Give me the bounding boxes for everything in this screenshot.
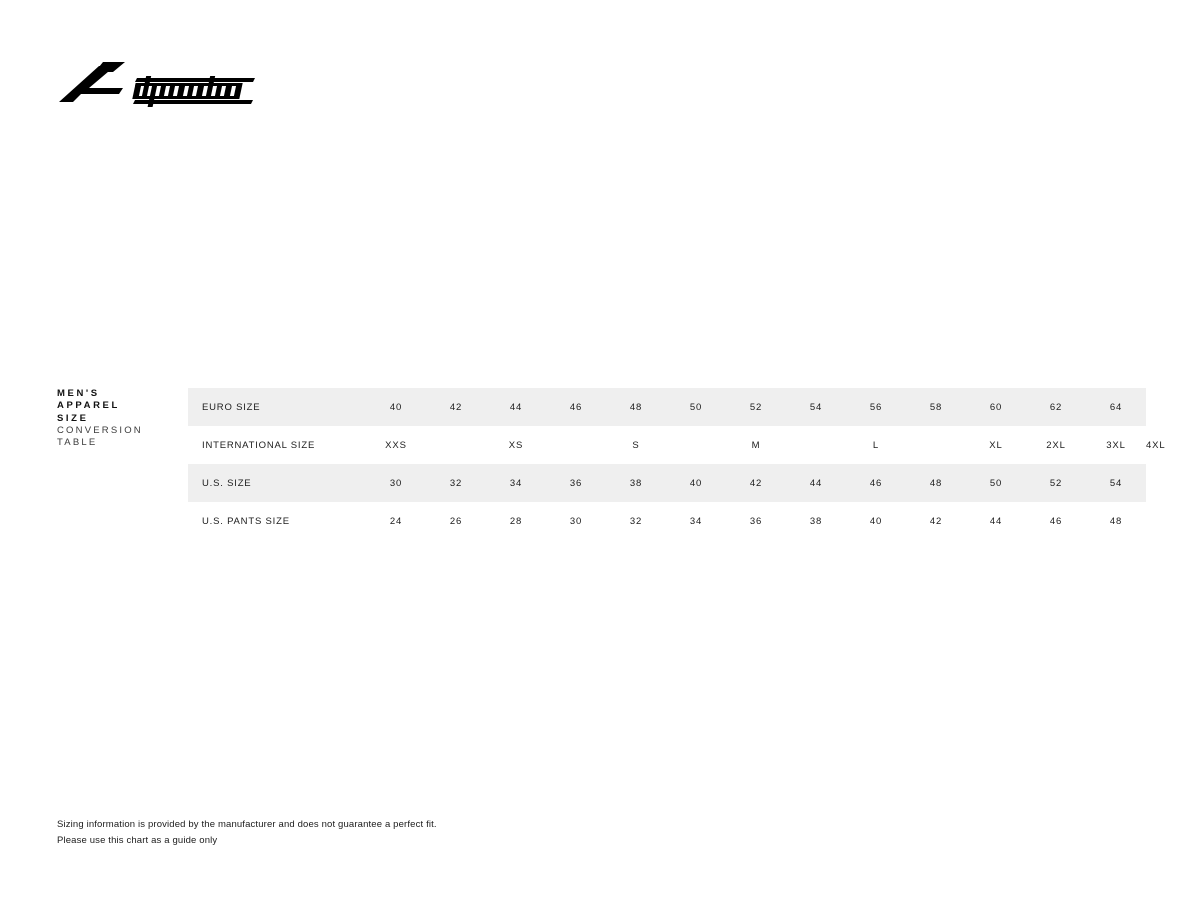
row-label-us-pants-size: U.S. PANTS SIZE [188,502,366,540]
table-row [188,464,1146,502]
cell-pants-5: 34 [666,502,726,540]
cell-euro-5: 50 [666,388,726,426]
size-conversion-table [188,388,1166,540]
row-label-international-size: INTERNATIONAL SIZE [188,426,366,464]
cell-euro-12: 64 [1086,388,1146,426]
cell-pants-6: 36 [726,502,786,540]
cell-pants-8: 40 [846,502,906,540]
cell-euro-4: 48 [606,388,666,426]
cell-us-0: 30 [366,464,426,502]
cell-intl-5: XL [966,426,1026,464]
cell-us-2: 34 [486,464,546,502]
cell-intl-1: XS [486,426,546,464]
cell-pants-9: 42 [906,502,966,540]
cell-euro-8: 56 [846,388,906,426]
table-row [188,388,1146,426]
cell-euro-2: 44 [486,388,546,426]
cell-us-4: 38 [606,464,666,502]
footnote [57,817,437,848]
cell-us-8: 46 [846,464,906,502]
cell-euro-9: 58 [906,388,966,426]
cell-us-9: 48 [906,464,966,502]
cell-pants-10: 44 [966,502,1026,540]
cell-intl-spacer-0 [426,426,486,464]
cell-intl-4: L [846,426,906,464]
cell-intl-2: S [606,426,666,464]
cell-intl-0: XXS [366,426,426,464]
cell-pants-2: 28 [486,502,546,540]
cell-intl-7: 3XL [1086,426,1146,464]
row-label-euro-size: EURO SIZE [188,388,366,426]
footnote-line-2: Please use this chart as a guide only [57,834,218,846]
cell-euro-1: 42 [426,388,486,426]
cell-euro-10: 60 [966,388,1026,426]
cell-euro-6: 52 [726,388,786,426]
cell-intl-6: 2XL [1026,426,1086,464]
cell-pants-1: 26 [426,502,486,540]
cell-pants-0: 24 [366,502,426,540]
cell-pants-7: 38 [786,502,846,540]
cell-us-5: 40 [666,464,726,502]
title-line-4: CONVERSION [57,425,143,437]
cell-intl-spacer-2 [666,426,726,464]
cell-us-11: 52 [1026,464,1086,502]
cell-pants-4: 32 [606,502,666,540]
cell-euro-7: 54 [786,388,846,426]
cell-euro-3: 46 [546,388,606,426]
cell-intl-spacer-1 [546,426,606,464]
alpinestars-logo [55,58,270,118]
cell-pants-3: 30 [546,502,606,540]
title-line-2: APPAREL [57,400,120,412]
page-title [57,388,187,450]
title-line-3: SIZE [57,412,89,424]
cell-us-6: 42 [726,464,786,502]
cell-intl-spacer-3 [786,426,846,464]
cell-intl-spacer-4 [906,426,966,464]
cell-us-7: 44 [786,464,846,502]
title-line-1: MEN'S [57,388,100,399]
cell-intl-3: M [726,426,786,464]
cell-us-1: 32 [426,464,486,502]
cell-us-10: 50 [966,464,1026,502]
cell-pants-12: 48 [1086,502,1146,540]
cell-euro-0: 40 [366,388,426,426]
cell-us-3: 36 [546,464,606,502]
cell-pants-11: 46 [1026,502,1086,540]
row-label-us-size: U.S. SIZE [188,464,366,502]
cell-us-12: 54 [1086,464,1146,502]
footnote-line-1: Sizing information is provided by the manufacturer and does not guarantee a perfect fit. [57,819,437,830]
table-row: INTERNATIONAL SIZE XXS XS S M L XL 2XL 3XL 4XL [188,426,1146,464]
cell-euro-11: 62 [1026,388,1086,426]
table-row [188,502,1146,540]
title-line-5: TABLE [57,437,98,449]
